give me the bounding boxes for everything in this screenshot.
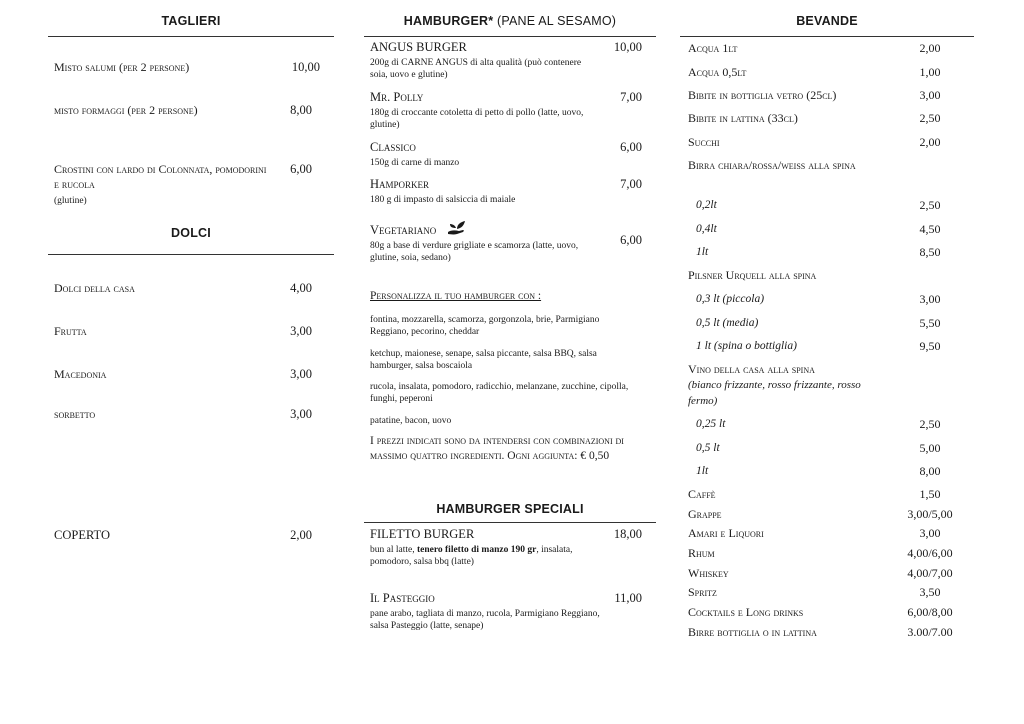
- drink-price: 2,50: [919, 417, 941, 431]
- taglieri-item-price: 6,00: [290, 162, 312, 176]
- speciale-name: FILETTO BURGER: [370, 527, 475, 541]
- speciali-title: HAMBURGER SPECIALI: [436, 502, 584, 516]
- drink-price: 4,00/6,00: [907, 546, 953, 560]
- drink-size: 0,4lt: [696, 223, 717, 235]
- dolci-item-price: 3,00: [290, 324, 312, 338]
- drink-price: 4,50: [919, 222, 941, 236]
- dolci-item-name: Frutta: [54, 324, 87, 338]
- drink-group-name: [688, 362, 888, 409]
- speciale-price: 11,00: [614, 591, 642, 605]
- burger-desc: 180 g di impasto di salsiccia di maiale: [370, 195, 516, 205]
- speciale-desc-pre: bun al latte,: [370, 545, 417, 555]
- coperto-label: COPERTO: [54, 528, 110, 542]
- drink-price: 2,50: [919, 111, 941, 125]
- burger-name-label: Vegetariano: [370, 223, 437, 237]
- drink-name: Acqua 1lt: [688, 41, 738, 55]
- speciale-desc: [370, 544, 600, 568]
- taglieri-title: TAGLIERI: [161, 14, 221, 28]
- speciale-desc-post: , insalata, pomodoro, salsa bbq (latte): [370, 545, 573, 567]
- taglieri-item-label: Crostini con lardo di Colonnata, pomodorini e rucola: [54, 162, 267, 191]
- drink-name: Amari e Liquori: [688, 526, 764, 540]
- drink-price: 6,00/8,00: [907, 605, 953, 619]
- burger-desc: 150g di carne di manzo: [370, 158, 460, 168]
- personalizza-title: Personalizza il tuo hamburger con :: [370, 290, 542, 302]
- burger-desc: 180g di croccante cotoletta di petto di pollo (latte, uovo, glutine): [370, 108, 584, 130]
- hamburger-title-sub: (PANE AL SESAMO): [493, 14, 617, 28]
- allergen-note: (glutine): [54, 196, 87, 206]
- drink-price: 5,50: [919, 316, 941, 330]
- taglieri-item-name: Misto salumi (per 2 persone): [54, 60, 190, 74]
- drink-group-name: Pilsner Urquell alla spina: [688, 268, 817, 282]
- speciale-desc: pane arabo, tagliata di manzo, rucola, Parmigiano Reggiano, salsa Pasteggio (latte, senape): [370, 609, 600, 631]
- drink-size: 0,5 lt (media): [696, 317, 759, 329]
- dolci-item-name: sorbetto: [54, 407, 96, 421]
- burger-price: 7,00: [620, 90, 642, 104]
- drink-price: 9,50: [919, 339, 941, 353]
- burger-name: ANGUS BURGER: [370, 40, 467, 54]
- drink-group-name: Birra chiara/rossa/weiss alla spina: [688, 158, 856, 172]
- prezzi-note: I prezzi indicati sono da intendersi con combinazioni di massimo quattro ingredienti. Ogni aggiunta: € 0,50: [370, 435, 624, 462]
- drink-price: 3,00/5,00: [907, 507, 953, 521]
- drink-price: 3,00: [919, 88, 941, 102]
- drink-price: 3,00: [919, 526, 941, 540]
- speciale-price: 18,00: [613, 527, 642, 541]
- right-column: [680, 0, 974, 724]
- drink-name: Succhi: [688, 135, 720, 149]
- drink-price: 8,50: [919, 245, 941, 259]
- drink-group-label: Vino della casa alla spina: [688, 362, 815, 376]
- coperto-price: 2,00: [290, 528, 312, 542]
- drink-group-note: (bianco frizzante, rosso frizzante, rosso fermo): [688, 379, 861, 407]
- drink-size: 1 lt (spina o bottiglia): [696, 340, 797, 352]
- drink-size: 0,3 lt (piccola): [696, 293, 765, 305]
- burger-name: [370, 220, 600, 238]
- left-column: [48, 0, 334, 724]
- dolci-item-name: Macedonia: [54, 367, 107, 381]
- drink-name: Grappe: [688, 507, 722, 521]
- taglieri-item-price: 10,00: [291, 60, 320, 74]
- drink-price: 1,50: [919, 487, 941, 501]
- middle-column: [364, 0, 656, 724]
- burger-name: Mr. Polly: [370, 90, 424, 104]
- dolci-item-price: 3,00: [290, 407, 312, 421]
- burger-name: Hamporker: [370, 177, 430, 191]
- drink-name: Rhum: [688, 546, 715, 560]
- speciale-name: Il Pasteggio: [370, 591, 435, 605]
- drink-price: 1,00: [919, 65, 941, 79]
- drink-price: 2,00: [919, 135, 941, 149]
- bevande-rule: [680, 36, 974, 37]
- personalizza-group: fontina, mozzarella, scamorza, gorgonzola, brie, Parmigiano Reggiano, pecorino, cheddar: [370, 315, 600, 337]
- dolci-item-name: Dolci della casa: [54, 281, 135, 295]
- speciali-rule: [364, 522, 656, 523]
- personalizza-group: ketchup, maionese, senape, salsa piccante, salsa BBQ, salsa hamburger, salsa boscaiola: [370, 349, 597, 371]
- personalizza-group: patatine, bacon, uovo: [370, 416, 452, 426]
- drink-price: 4,00/7,00: [907, 566, 953, 580]
- burger-desc: 200g di CARNE ANGUS di alta qualità (può contenere soia, uovo e glutine): [370, 58, 582, 80]
- bevande-title: BEVANDE: [796, 14, 858, 28]
- drink-size: 1lt: [696, 465, 709, 477]
- taglieri-item-name: misto formaggi (per 2 persone): [54, 103, 198, 117]
- dolci-item-price: 4,00: [290, 281, 312, 295]
- drink-name: Bibite in bottiglia vetro (25cl): [688, 88, 837, 102]
- dolci-title: DOLCI: [171, 226, 211, 240]
- taglieri-item-price: 8,00: [290, 103, 312, 117]
- taglieri-item-name: [54, 162, 274, 207]
- burger-price: 6,00: [620, 233, 642, 247]
- hamburger-title-main: HAMBURGER*: [403, 14, 494, 28]
- drink-name: Bibite in lattina (33cl): [688, 111, 798, 125]
- drink-name: Whiskey: [688, 566, 729, 580]
- drink-size: 1lt: [696, 246, 709, 258]
- burger-price: 7,00: [620, 177, 642, 191]
- leaf-hand-icon: [447, 220, 467, 236]
- drink-name: Caffè: [688, 487, 716, 501]
- drink-name: Cocktails e Long drinks: [688, 605, 804, 619]
- drink-name: Spritz: [688, 585, 717, 599]
- drink-name: Acqua 0,5lt: [688, 65, 747, 79]
- drink-price: 5,00: [919, 441, 941, 455]
- burger-price: 10,00: [613, 40, 642, 54]
- drink-size: 0,5 lt: [696, 442, 720, 454]
- burger-price: 6,00: [620, 140, 642, 154]
- taglieri-rule: [48, 36, 334, 37]
- dolci-item-price: 3,00: [290, 367, 312, 381]
- speciale-desc-bold: tenero filetto di manzo 190 gr: [416, 545, 537, 555]
- drink-price: 8,00: [919, 464, 941, 478]
- drink-price: 2,00: [919, 41, 941, 55]
- drink-name: Birre bottiglia o in lattina: [688, 625, 817, 639]
- burger-name: Classico: [370, 140, 416, 154]
- drink-price: 3.00/7.00: [907, 625, 953, 639]
- drink-price: 2,50: [919, 198, 941, 212]
- drink-size: 0,2lt: [696, 199, 717, 211]
- drink-price: 3,00: [919, 292, 941, 306]
- hamburger-rule: [364, 36, 656, 37]
- burger-desc: 80g a base di verdure grigliate e scamorza (latte, uovo, glutine, soia, sedano): [370, 241, 579, 263]
- personalizza-group: rucola, insalata, pomodoro, radicchio, melanzane, zucchine, cipolla, funghi, peperoni: [370, 382, 629, 404]
- drink-price: 3,50: [919, 585, 941, 599]
- dolci-rule: [48, 254, 334, 255]
- drink-size: 0,25 lt: [696, 418, 726, 430]
- hamburger-title: [364, 14, 656, 28]
